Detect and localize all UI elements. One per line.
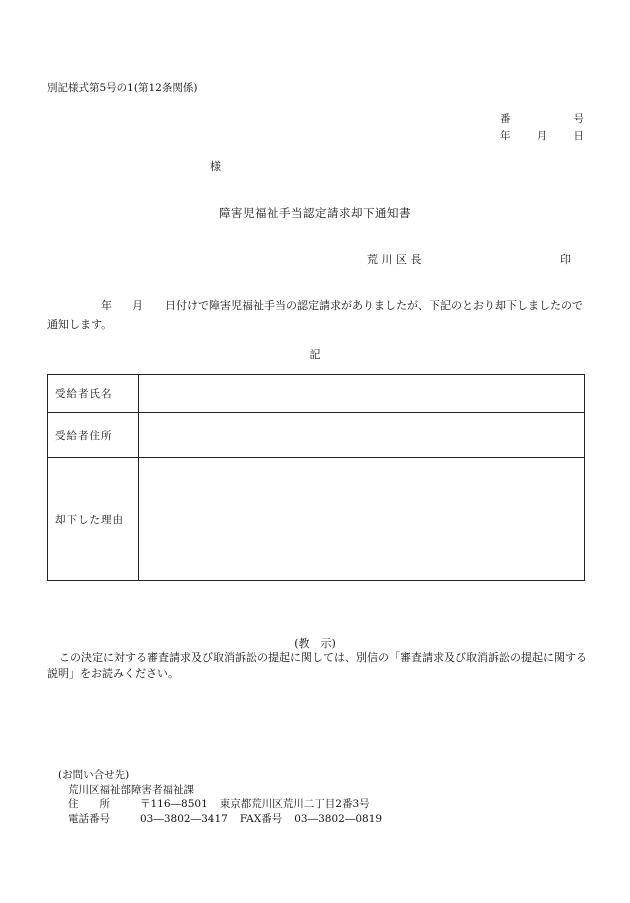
document-date-line xyxy=(500,128,584,143)
contact-department: 荒川区福祉部障害者福祉課 xyxy=(68,783,194,796)
number-suffix: 号 xyxy=(573,113,584,125)
date-month-label: 月 xyxy=(536,130,548,142)
rejection-reason-value xyxy=(139,458,585,581)
street-address: 東京都荒川区荒川二丁目2番3号 xyxy=(219,798,370,810)
addressee-suffix: 様 xyxy=(210,160,221,173)
contact-heading: (お問い合せ先) xyxy=(58,769,130,781)
body-year-label: 年 xyxy=(101,299,112,312)
document-number-line xyxy=(500,111,584,126)
address-label: 住 所 xyxy=(68,798,110,810)
body-month-label: 月 xyxy=(132,299,143,312)
form-identifier: 別記様式第5号の1(第12条関係) xyxy=(47,82,198,94)
date-day-label: 日 xyxy=(573,130,584,142)
rejection-reason-label: 却下した理由 xyxy=(48,458,139,581)
phone-number: 03―3802―3417 xyxy=(140,812,228,825)
seal-mark: 印 xyxy=(560,253,571,266)
notice-body xyxy=(47,296,587,334)
body-text: 日付けで障害児福祉手当の認定請求がありましたが、下記のとおり却下しましたので通知します。 xyxy=(47,299,583,331)
recipient-address-label: 受給者住所 xyxy=(48,413,139,458)
instruction-text: この決定に対する審査請求及び取消訴訟の提起に関しては、別信の「審査請求及び取消訴訟の提起に関する説明」をお読みください。 xyxy=(47,651,587,680)
recipient-table xyxy=(47,374,585,581)
issuer-name: 荒 川 区 長 xyxy=(367,253,422,266)
number-label: 番 xyxy=(500,113,511,125)
table-row xyxy=(48,375,585,413)
recipient-name-label: 受給者氏名 xyxy=(48,375,139,413)
recipient-address-value xyxy=(139,413,585,458)
contact-info xyxy=(58,768,382,826)
phone-label: 電話番号 xyxy=(68,812,110,825)
contact-phone-line xyxy=(58,812,382,827)
contact-address-line xyxy=(58,797,382,812)
table-row xyxy=(48,458,585,581)
ki-heading: 記 xyxy=(309,348,321,361)
table-row xyxy=(48,413,585,458)
document-title: 障害児福祉手当認定請求却下通知書 xyxy=(219,206,411,220)
fax-number: 03―3802―0819 xyxy=(294,812,383,825)
postal-code: 〒116―8501 xyxy=(140,798,208,810)
fax-label: FAX番号 xyxy=(239,812,283,825)
instruction-heading: (教 示) xyxy=(294,637,336,650)
date-year-label: 年 xyxy=(500,130,511,142)
recipient-name-value xyxy=(139,375,585,413)
